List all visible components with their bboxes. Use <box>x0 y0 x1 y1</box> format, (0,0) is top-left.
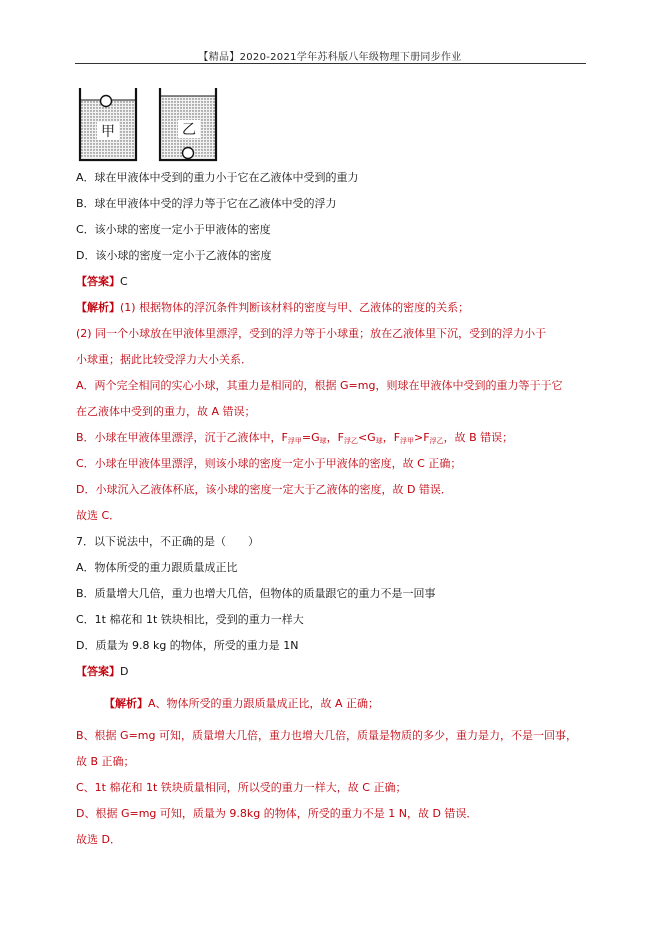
answer-label: 【答案】 <box>76 275 120 288</box>
q6-option-c: C．该小球的密度一定小于甲液体的密度 <box>76 223 271 236</box>
q6-analysis-d: D．小球沉入乙液体杯底，该小球的密度一定大于乙液体的密度，故 D 错误． <box>76 483 452 496</box>
q6-option-b: B．球在甲液体中受的浮力等于它在乙液体中受的浮力 <box>76 197 337 210</box>
beaker-label-jia: 甲 <box>101 124 115 140</box>
q6-option-d: D．该小球的密度一定小于乙液体的密度 <box>76 249 272 262</box>
q6-answer <box>76 274 128 290</box>
beaker-label-yi: 乙 <box>182 122 196 138</box>
beaker-yi <box>160 88 216 160</box>
q7-analysis-a: 【解析】A、物体所受的重力跟质量成正比，故 A 正确； <box>104 697 380 710</box>
beaker-figure <box>78 86 218 162</box>
q6-analysis-b: B．小球在甲液体里漂浮，沉于乙液体中，$F_{浮甲}=G_球$，$F_{浮乙}<G_球$，$F_{浮甲}>F_{浮乙}$，故 B 错误； <box>76 431 514 445</box>
answer-value: D <box>120 665 129 678</box>
q7-analysis-b1: B、根据 G=mg 可知，质量增大几倍，重力也增大几倍，质量是物质的多少，重力是力，不是一回事， <box>76 729 577 742</box>
q7-analysis-c: C、1t 棉花和 1t 铁块质量相同，所以受的重力一样大，故 C 正确； <box>76 781 407 794</box>
analysis-label: 【解析】 <box>76 301 120 314</box>
q6-conclusion: 故选 C． <box>76 509 121 522</box>
q6-analysis-line-1: 【解析】(1) 根据物体的浮沉条件判断该材料的密度与甲、乙液体的密度的关系； <box>76 301 470 314</box>
q7-option-a: A．物体所受的重力跟质量成正比 <box>76 561 238 574</box>
q6-analysis-line-5: 在乙液体中受到的重力，故 A 错误； <box>76 405 256 418</box>
answer-value: C <box>120 275 128 288</box>
q6-analysis-c: C．小球在甲液体里漂浮，则该小球的密度一定小于甲液体的密度，故 C 正确； <box>76 457 462 470</box>
q7-option-b: B．质量增大几倍，重力也增大几倍，但物体的质量跟它的重力不是一回事 <box>76 587 436 600</box>
q6-analysis-line-2: (2) 同一个小球放在甲液体里漂浮，受到的浮力等于小球重；放在乙液体里下沉，受到的浮力小于 <box>76 327 547 340</box>
sunken-ball <box>183 148 194 159</box>
header-rule <box>75 63 586 64</box>
floating-ball <box>101 96 112 107</box>
page-header: 【精品】2020-2021学年苏科版八年级物理下册同步作业 <box>198 52 462 63</box>
q7-option-d: D．质量为 9.8 kg 的物体，所受的重力是 1N <box>76 639 299 652</box>
q7-option-c: C．1t 棉花和 1t 铁块相比，受到的重力一样大 <box>76 613 304 626</box>
q6-option-a: A．球在甲液体中受到的重力小于它在乙液体中受到的重力 <box>76 171 359 184</box>
beaker-jia <box>80 88 136 160</box>
q7-conclusion: 故选 D． <box>76 833 121 846</box>
answer-label: 【答案】 <box>76 665 120 678</box>
analysis-label: 【解析】 <box>104 697 148 710</box>
q7-analysis-b2: 故 B 正确； <box>76 755 135 768</box>
q7-analysis-d: D、根据 G=mg 可知，质量为 9.8kg 的物体，所受的重力不是 1 N，故 D 错误． <box>76 807 478 820</box>
q6-analysis-line-4: A．两个完全相同的实心小球，其重力是相同的，根据 G=mg，则球在甲液体中受到的重力等于于它 <box>76 379 563 392</box>
q6-analysis-line-3: 小球重；据此比较受浮力大小关系． <box>76 353 252 366</box>
q7-answer <box>76 664 128 680</box>
q7-stem: 7．以下说法中，不正确的是（ ） <box>76 535 259 548</box>
